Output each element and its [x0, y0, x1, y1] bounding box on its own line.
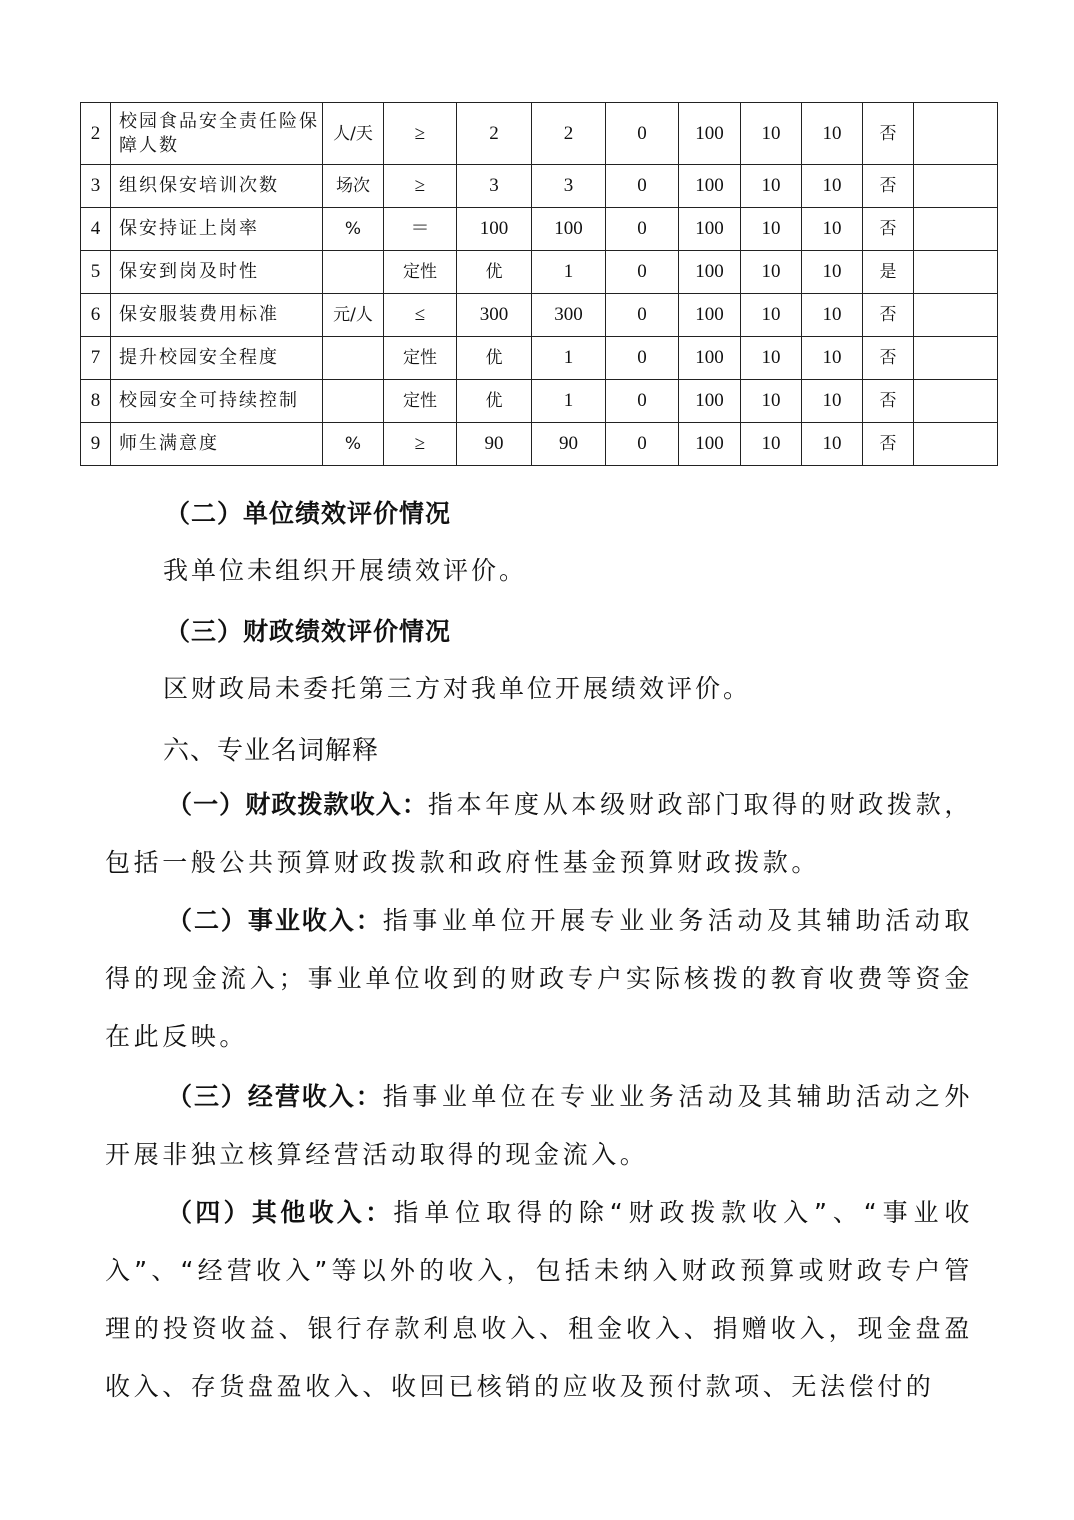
cell-weight: 10: [741, 380, 802, 423]
cell-flag: 否: [863, 208, 914, 251]
cell-no: 5: [81, 251, 111, 294]
cell-no: 9: [81, 423, 111, 466]
cell-name: 校园食品安全责任险保障人数: [111, 103, 323, 165]
cell-note: [914, 165, 998, 208]
cell-rate: 100: [679, 380, 741, 423]
cell-note: [914, 251, 998, 294]
cell-score: 10: [802, 380, 863, 423]
table-row: [81, 165, 998, 208]
cell-target: 优: [457, 251, 532, 294]
glossary-term: （四）其他收入：: [167, 1198, 394, 1227]
cell-score: 10: [802, 208, 863, 251]
glossary-item-other-income: [105, 1184, 973, 1416]
cell-op: 定性: [384, 380, 457, 423]
table-row: [81, 208, 998, 251]
cell-weight: 10: [741, 337, 802, 380]
cell-rate: 100: [679, 165, 741, 208]
cell-flag: 否: [863, 294, 914, 337]
cell-weight: 10: [741, 208, 802, 251]
cell-unit: [323, 380, 384, 423]
glossary-term: （二）事业收入：: [167, 906, 383, 935]
cell-unit: %: [323, 208, 384, 251]
cell-flag: 否: [863, 337, 914, 380]
cell-target: 2: [457, 103, 532, 165]
cell-actual: 90: [532, 423, 606, 466]
table-row: [81, 251, 998, 294]
glossary-term: （三）经营收入：: [167, 1082, 383, 1111]
cell-no: 3: [81, 165, 111, 208]
cell-unit: %: [323, 423, 384, 466]
cell-note: [914, 103, 998, 165]
cell-score: 10: [802, 337, 863, 380]
cell-rate: 100: [679, 423, 741, 466]
table-row: [81, 423, 998, 466]
table-row: [81, 103, 998, 165]
table-row: [81, 294, 998, 337]
cell-op: 定性: [384, 251, 457, 294]
cell-dev: 0: [606, 103, 679, 165]
cell-rate: 100: [679, 208, 741, 251]
cell-actual: 2: [532, 103, 606, 165]
cell-target: 3: [457, 165, 532, 208]
glossary-definition: 指事业单位开展专业业务活动及其辅助活动取得的现金流入；事业单位收到的财政专户实际核拨的教育收费等资金在此反映。: [105, 906, 973, 1051]
cell-target: 90: [457, 423, 532, 466]
cell-weight: 10: [741, 294, 802, 337]
cell-note: [914, 423, 998, 466]
cell-flag: 否: [863, 103, 914, 165]
cell-unit: [323, 337, 384, 380]
glossary-item-fiscal-appropriation: [105, 776, 973, 892]
cell-dev: 0: [606, 423, 679, 466]
cell-actual: 1: [532, 251, 606, 294]
cell-weight: 10: [741, 423, 802, 466]
cell-dev: 0: [606, 294, 679, 337]
cell-name: 组织保安培训次数: [111, 165, 323, 208]
cell-weight: 10: [741, 165, 802, 208]
cell-flag: 否: [863, 165, 914, 208]
cell-name: 提升校园安全程度: [111, 337, 323, 380]
cell-op: ＝: [384, 208, 457, 251]
cell-actual: 300: [532, 294, 606, 337]
performance-indicator-table: [80, 102, 998, 466]
cell-no: 2: [81, 103, 111, 165]
unit-eval-heading: （二）单位绩效评价情况: [165, 499, 452, 528]
cell-name: 保安持证上岗率: [111, 208, 323, 251]
cell-unit: [323, 251, 384, 294]
cell-rate: 100: [679, 337, 741, 380]
cell-no: 8: [81, 380, 111, 423]
cell-op: ≤: [384, 294, 457, 337]
cell-unit: 人/天: [323, 103, 384, 165]
cell-actual: 3: [532, 165, 606, 208]
cell-note: [914, 294, 998, 337]
glossary-item-business-income: [105, 892, 973, 1066]
glossary-heading: 六、专业名词解释: [163, 736, 380, 766]
cell-flag: 是: [863, 251, 914, 294]
cell-dev: 0: [606, 165, 679, 208]
cell-weight: 10: [741, 103, 802, 165]
cell-score: 10: [802, 165, 863, 208]
cell-op: ≥: [384, 165, 457, 208]
cell-rate: 100: [679, 103, 741, 165]
cell-no: 7: [81, 337, 111, 380]
cell-note: [914, 380, 998, 423]
cell-note: [914, 337, 998, 380]
table-row: [81, 380, 998, 423]
cell-weight: 10: [741, 251, 802, 294]
cell-name: 保安到岗及时性: [111, 251, 323, 294]
cell-score: 10: [802, 103, 863, 165]
cell-dev: 0: [606, 380, 679, 423]
cell-name: 保安服装费用标准: [111, 294, 323, 337]
table-row: [81, 337, 998, 380]
cell-op: ≥: [384, 103, 457, 165]
glossary-definition: 指本年度从本级财政部门取得的财政拨款，包括一般公共预算财政拨款和政府性基金预算财政拨款。: [105, 790, 973, 877]
cell-op: ≥: [384, 423, 457, 466]
cell-actual: 1: [532, 337, 606, 380]
cell-actual: 100: [532, 208, 606, 251]
cell-score: 10: [802, 423, 863, 466]
unit-eval-text: 我单位未组织开展绩效评价。: [163, 556, 528, 585]
cell-name: 师生满意度: [111, 423, 323, 466]
cell-rate: 100: [679, 294, 741, 337]
fiscal-eval-text: 区财政局未委托第三方对我单位开展绩效评价。: [163, 674, 752, 703]
glossary-item-operating-income: [105, 1068, 973, 1184]
cell-no: 6: [81, 294, 111, 337]
cell-target: 优: [457, 337, 532, 380]
cell-score: 10: [802, 251, 863, 294]
cell-target: 100: [457, 208, 532, 251]
cell-rate: 100: [679, 251, 741, 294]
cell-op: 定性: [384, 337, 457, 380]
cell-flag: 否: [863, 380, 914, 423]
fiscal-eval-heading: （三）财政绩效评价情况: [165, 617, 452, 646]
cell-actual: 1: [532, 380, 606, 423]
cell-flag: 否: [863, 423, 914, 466]
cell-unit: 场次: [323, 165, 384, 208]
cell-target: 优: [457, 380, 532, 423]
cell-unit: 元/人: [323, 294, 384, 337]
glossary-definition: 指单位取得的除“财政拨款收入”、“事业收入”、“经营收入”等以外的收入，包括未纳入财政预算或财政专户管理的投资收益、银行存款利息收入、租金收入、捐赠收入，现金盘盈收入、存货盘盈收入、收回已核销的应收及预付款项、无法偿付的: [105, 1198, 973, 1401]
cell-name: 校园安全可持续控制: [111, 380, 323, 423]
glossary-definition: 指事业单位在专业业务活动及其辅助活动之外开展非独立核算经营活动取得的现金流入。: [105, 1082, 973, 1169]
cell-dev: 0: [606, 251, 679, 294]
cell-no: 4: [81, 208, 111, 251]
cell-score: 10: [802, 294, 863, 337]
glossary-term: （一）财政拨款收入：: [167, 790, 428, 819]
cell-dev: 0: [606, 208, 679, 251]
cell-dev: 0: [606, 337, 679, 380]
cell-note: [914, 208, 998, 251]
cell-target: 300: [457, 294, 532, 337]
